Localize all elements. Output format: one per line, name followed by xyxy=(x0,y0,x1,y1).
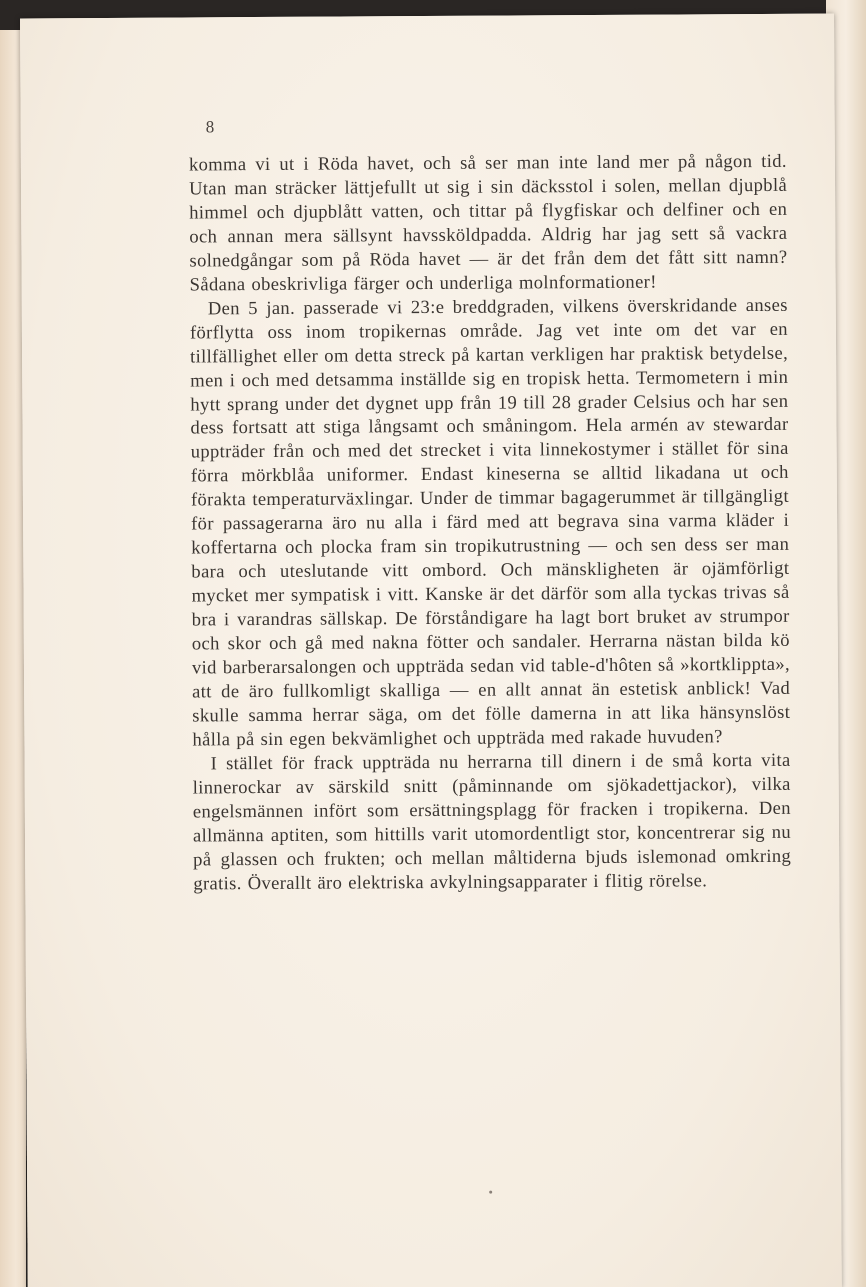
page-number: 8 xyxy=(205,117,215,137)
paper-speck xyxy=(489,1191,492,1194)
paragraph-2: Den 5 jan. passerade vi 23:e breddgraden, vilkens överskridande anses förflytta oss inom tropikernas område. Jag vet inte om det var en tillfällighet eller om detta streck på kartan verkligen har praktisk betydelse, men i och med detsamma inställde sig en tropisk hetta. Termometern i min hytt sprang under det dygnet upp från 19 till 28 grader Celsius och har sen dess fortsatt att stiga långsamt och småningom. Hela armén av stewardar uppträder från och med det strecket i vita linnekostymer i stället för sina förra mörkblåa uniformer. Endast kineserna se alltid likadana ut och förakta temperaturväxlingar. Under de timmar bagagerummet är tillgängligt för passagerarna äro nu alla i färd med att begrava sina varma kläder i koffertarna och plocka fram sin tropikutrustning — och sen dess ser man bara och uteslutande vitt ombord. Och mänskligheten är ojämförligt mycket mer sympatisk i vitt. Kanske är det därför som alla tyckas trivas så bra i varandras sällskap. De förståndigare ha lagt bort bruket av strumpor och skor och gå med nakna fötter och sandaler. Herrarna nästan bilda kö vid barberarsalongen och uppträda sedan vid table-d'hôten så »kortklippta», att de äro fullkomligt skalliga — en allt annat än estetisk anblick! Vad skulle samma herrar säga, om det fölle damerna in att lika hänsynslöst hålla på sin egen bekvämlighet och uppträda med rakade huvuden? xyxy=(189,294,791,751)
book-page xyxy=(20,14,842,1287)
paragraph-3: I stället för frack uppträda nu herrarna till dinern i de små korta vita linnerockar av särskild snitt (påminnande om sjökadettjackor), vilka engelsmännen infört som ersättningsplagg för fracken i tropikerna. Den allmänna aptiten, som hittills varit utomordentligt stor, koncentrerar sig nu på glassen och frukten; och mellan måltiderna bjuds islemonad omkring gratis. Överallt äro elektriska avkylningsapparater i flitig rörelse. xyxy=(192,749,792,895)
paragraph-1: komma vi ut i Röda havet, och så ser man inte land mer på någon tid. Utan man sträcker lättjefullt ut sig i sin däcksstol i solen, mellan djupblå himmel och djupblått vatten, och tittar på flygfiskar och delfiner och en och annan mera sällsynt havssköldpadda. Aldrig har jag sett så vackra solnedgångar som på Röda havet — är det från dem det fått sitt namn? Sådana obeskrivliga färger och underliga molnformationer! xyxy=(188,150,788,296)
body-text xyxy=(189,150,792,896)
